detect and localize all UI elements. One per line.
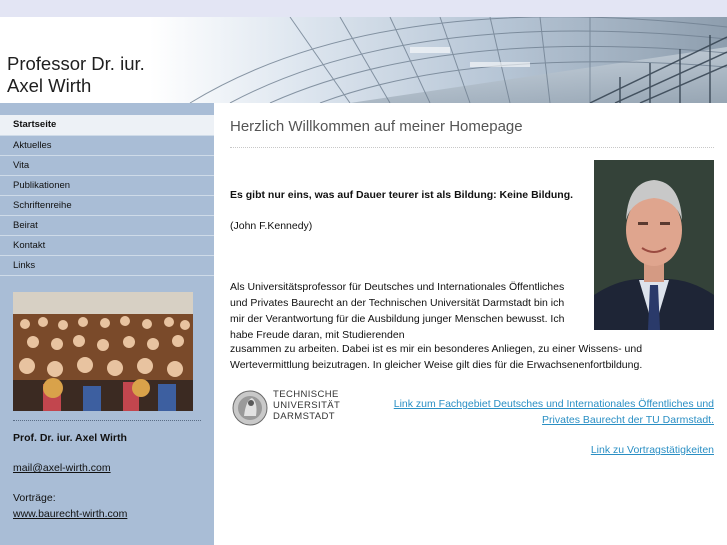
intro-paragraph-continued: zusammen zu arbeiten. Dabei ist es mir ein besonderes Anliegen, zu einer Wissens- und Wertevermittlung beizutragen. In gleicher Weise gilt dies für die Erwachsenenfortbildung.: [230, 343, 643, 371]
fachgebiet-link[interactable]: Link zum Fachgebiet Deutsches und Internationales Öffentliches und Privates Baurecht der TU Darmstadt.: [393, 398, 714, 426]
site-title-line1: Professor Dr. iur.: [7, 53, 145, 74]
title-divider: [230, 147, 714, 148]
nav-item-kontakt[interactable]: Kontakt: [0, 236, 214, 256]
site-title: [7, 53, 145, 97]
quote-author: (John F.Kennedy): [230, 220, 313, 232]
page-title: Herzlich Willkommen auf meiner Homepage: [230, 118, 523, 135]
sidebar: [0, 103, 214, 545]
top-bar: [0, 0, 727, 17]
sidebar-name: Prof. Dr. iur. Axel Wirth: [13, 432, 127, 444]
tu-darmstadt-logo-text: [273, 389, 340, 422]
nav-item-links[interactable]: Links: [0, 256, 214, 276]
intro-paragraph: Als Universitätsprofessor für Deutsches und Internationales Öffentliches und Privates Baurecht an der Technischen Universität Darmstadt bin ich mir der Verantwortung für die Ausbildung junger Menschen bewusst. Ich habe Freude daran, mit Studierenden: [230, 281, 565, 341]
nav-item-publikationen[interactable]: Publikationen: [0, 176, 214, 196]
site-header: [0, 17, 727, 103]
site-title-line2: Axel Wirth: [7, 75, 92, 96]
nav-item-schriftenreihe[interactable]: Schriftenreihe: [0, 196, 214, 216]
nav-item-beirat[interactable]: Beirat: [0, 216, 214, 236]
sidebar-vortraege-link[interactable]: www.baurecht-wirth.com: [13, 508, 128, 520]
nav-item-startseite[interactable]: Startseite: [0, 115, 214, 136]
logo-line1: TECHNISCHE: [273, 389, 339, 400]
sidebar-vortraege-label: Vorträge:: [13, 492, 56, 504]
logo-line2: UNIVERSITÄT: [273, 400, 341, 411]
lecture-hall-photo: [13, 292, 193, 411]
sidebar-email-link[interactable]: mail@axel-wirth.com: [13, 462, 111, 474]
nav-item-vita[interactable]: Vita: [0, 156, 214, 176]
vortragstaetigkeiten-link[interactable]: Link zu Vortragstätigkeiten: [590, 444, 714, 456]
kennedy-quote: Es gibt nur eins, was auf Dauer teurer ist als Bildung: Keine Bildung.: [230, 189, 574, 201]
nav-item-aktuelles[interactable]: Aktuelles: [0, 136, 214, 156]
portrait-photo: [594, 160, 714, 330]
sidebar-divider: [13, 420, 201, 421]
main-navigation: [0, 115, 214, 276]
logo-line3: DARMSTADT: [273, 411, 336, 422]
header-banner-image: [150, 17, 727, 103]
